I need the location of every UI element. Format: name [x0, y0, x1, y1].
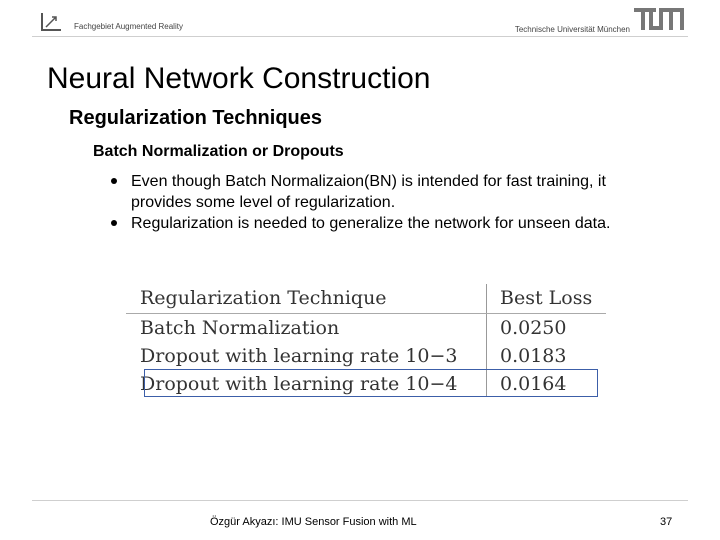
table-row	[126, 314, 606, 342]
table-row	[126, 342, 606, 370]
footer-author: Özgür Akyazı: IMU Sensor Fusion with ML	[210, 516, 417, 528]
table-cell-loss: 0.0164	[500, 373, 567, 395]
department-label: Fachgebiet Augmented Reality	[74, 22, 183, 31]
university-label: Technische Universität München	[514, 25, 630, 34]
section-heading: Batch Normalization or Dropouts	[93, 143, 344, 160]
slide-header	[0, 0, 720, 36]
table-cell-technique: Dropout with learning rate 10−4	[140, 373, 458, 395]
page-number: 37	[660, 516, 673, 528]
augmented-reality-logo-icon	[40, 12, 62, 32]
bullet-text: Even though Batch Normalizaion(BN) is intended for fast training, it provides some level of regularization.	[131, 173, 606, 211]
bullet-item	[131, 171, 651, 213]
best-result-highlight	[144, 369, 598, 397]
table-cell-loss: 0.0250	[500, 317, 567, 339]
bullet-text: Regularization is needed to generalize the network for unseen data.	[131, 215, 611, 232]
table-cell-technique: Batch Normalization	[140, 317, 340, 339]
table-header-row	[126, 284, 606, 314]
slide-title: Neural Network Construction	[47, 62, 431, 95]
tum-logo-icon	[634, 8, 684, 30]
bullet-dot-icon	[111, 178, 117, 184]
table-cell-technique: Dropout with learning rate 10−3	[140, 345, 458, 367]
table-header-best-loss: Best Loss	[500, 287, 593, 309]
bullet-list	[131, 171, 651, 234]
slide-subtitle: Regularization Techniques	[69, 107, 322, 129]
bullet-item	[131, 213, 651, 234]
table-cell-loss: 0.0183	[500, 345, 567, 367]
bullet-dot-icon	[111, 220, 117, 226]
table-header-technique: Regularization Technique	[140, 287, 387, 309]
footer-divider	[32, 500, 688, 501]
header-divider	[32, 36, 688, 37]
results-table	[126, 284, 606, 398]
